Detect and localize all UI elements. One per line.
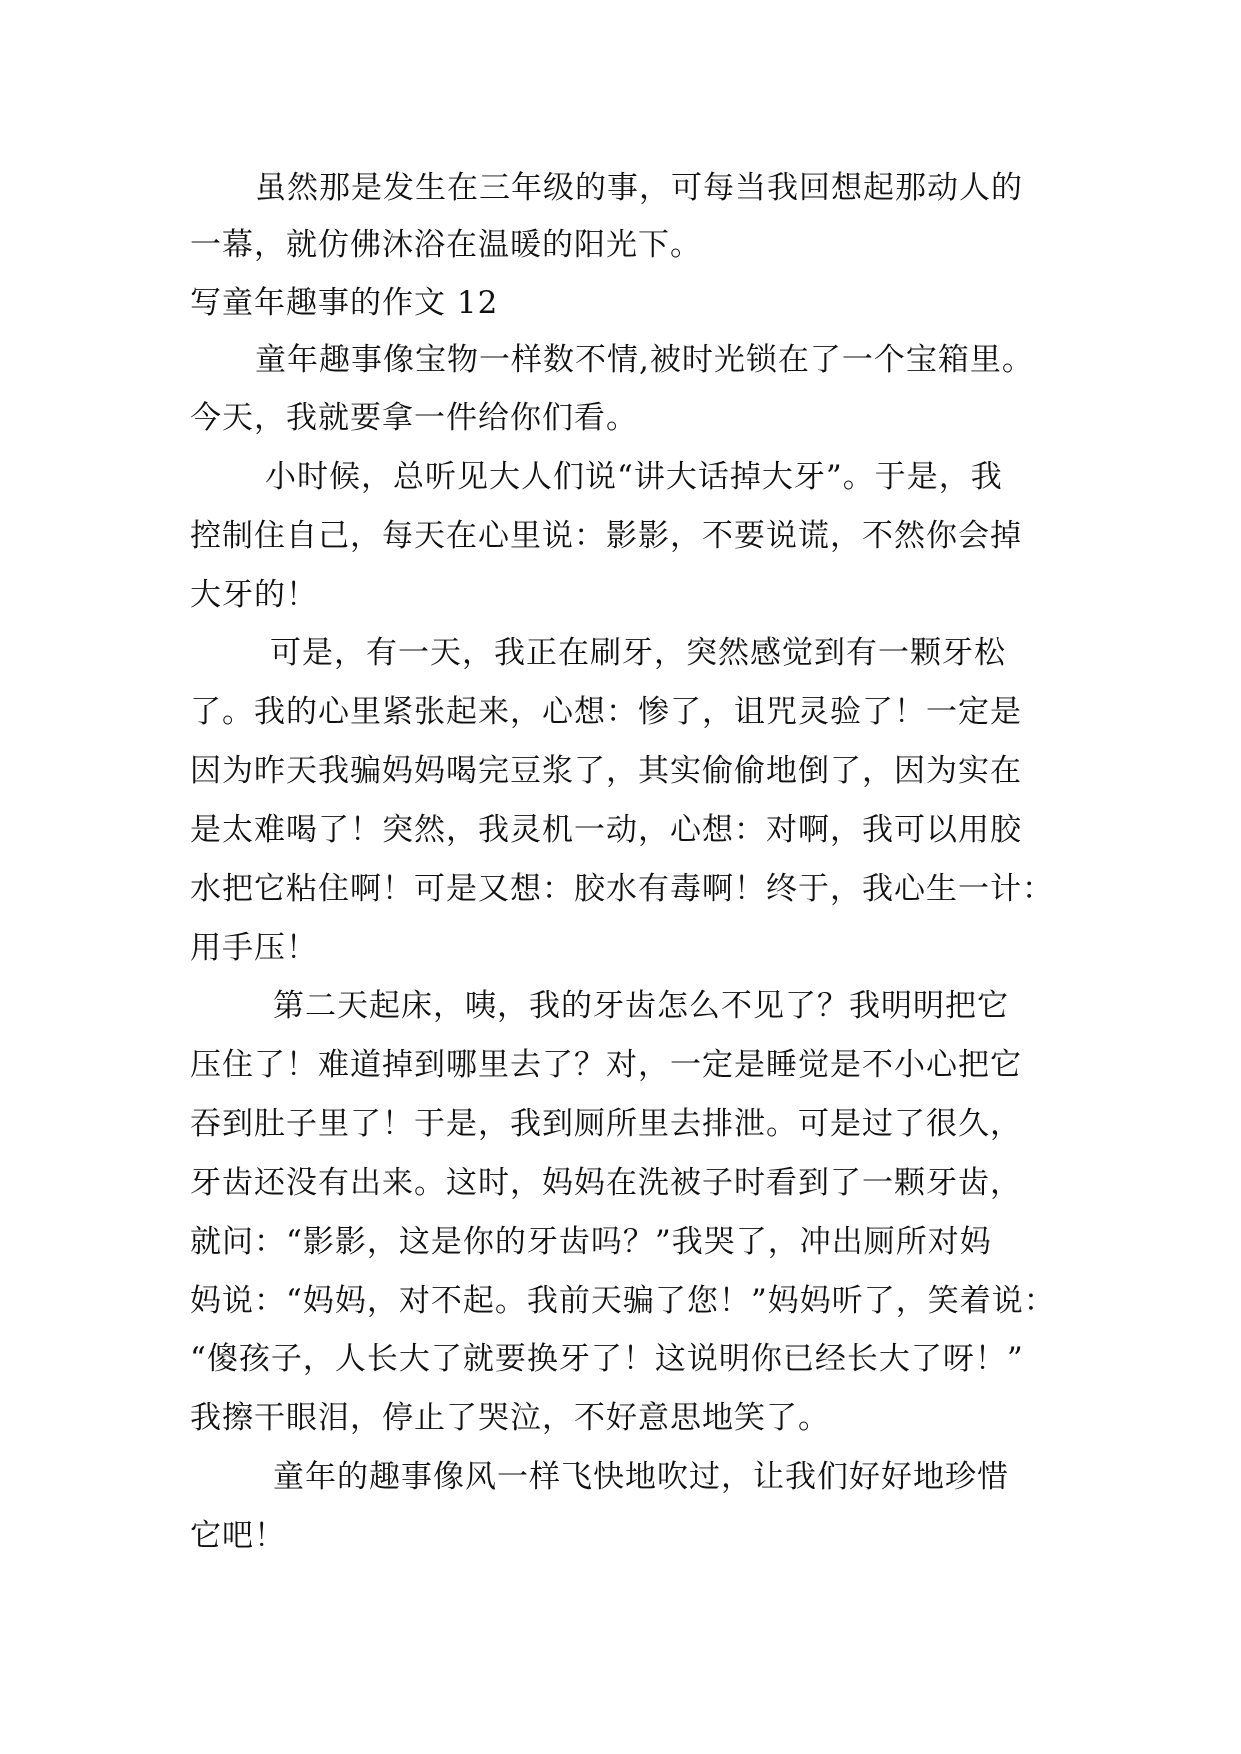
paragraph-line: 童年的趣事像风一样飞快地吹过，让我们好好地珍惜	[273, 1459, 1009, 1495]
paragraph-line: 童年趣事像宝物一样数不情,被时光锁在了一个宝箱里。	[255, 342, 1034, 378]
paragraph-line: “傻孩子，人长大了就要换牙了！这说明你已经长大了呀！”	[190, 1341, 1024, 1377]
paragraph-line: 小时候，总听见大人们说“讲大话掉大牙”。于是，我	[265, 459, 1003, 495]
paragraph-line: 吞到肚子里了！于是，我到厕所里去排泄。可是过了很久，	[190, 1106, 1022, 1142]
paragraph-line: 它吧！	[190, 1518, 286, 1554]
paragraph-line: 水把它粘住啊！可是又想：胶水有毒啊！终于，我心生一计：	[190, 871, 1054, 907]
paragraph-line: 因为昨天我骗妈妈喝完豆浆了，其实偷偷地倒了，因为实在	[190, 753, 1022, 789]
paragraph-line: 大牙的！	[190, 577, 318, 613]
paragraph-line: 妈说：“妈妈，对不起。我前天骗了您！”妈妈听了，笑着说：	[190, 1283, 1056, 1319]
paragraph-line: 是太难喝了！突然，我灵机一动，心想：对啊，我可以用胶	[190, 812, 1022, 848]
paragraph-line: 控制住自己，每天在心里说：影影，不要说谎，不然你会掉	[190, 518, 1022, 554]
paragraph-line: 虽然那是发生在三年级的事，可每当我回想起那动人的	[255, 170, 1023, 206]
paragraph-line: 压住了！难道掉到哪里去了？对，一定是睡觉是不小心把它	[190, 1047, 1022, 1083]
paragraph-line: 我擦干眼泪，停止了哭泣，不好意思地笑了。	[190, 1400, 830, 1436]
paragraph-line: 用手压！	[190, 930, 318, 966]
paragraph-line: 今天，我就要拿一件给你们看。	[190, 400, 638, 436]
paragraph-line: 了。我的心里紧张起来，心想：惨了，诅咒灵验了！一定是	[190, 694, 1022, 730]
paragraph-line: 牙齿还没有出来。这时，妈妈在洗被子时看到了一颗牙齿，	[190, 1165, 1022, 1201]
paragraph-line: 第二天起床，咦，我的牙齿怎么不见了？我明明把它	[273, 988, 1009, 1024]
paragraph-line: 可是，有一天，我正在刷牙，突然感觉到有一颗牙松	[270, 635, 1006, 671]
section-heading: 写童年趣事的作文 12	[190, 285, 499, 321]
paragraph-line: 就问：“影影，这是你的牙齿吗？”我哭了，冲出厕所对妈	[190, 1224, 992, 1260]
paragraph-line: 一幕，就仿佛沐浴在温暖的阳光下。	[190, 227, 702, 263]
